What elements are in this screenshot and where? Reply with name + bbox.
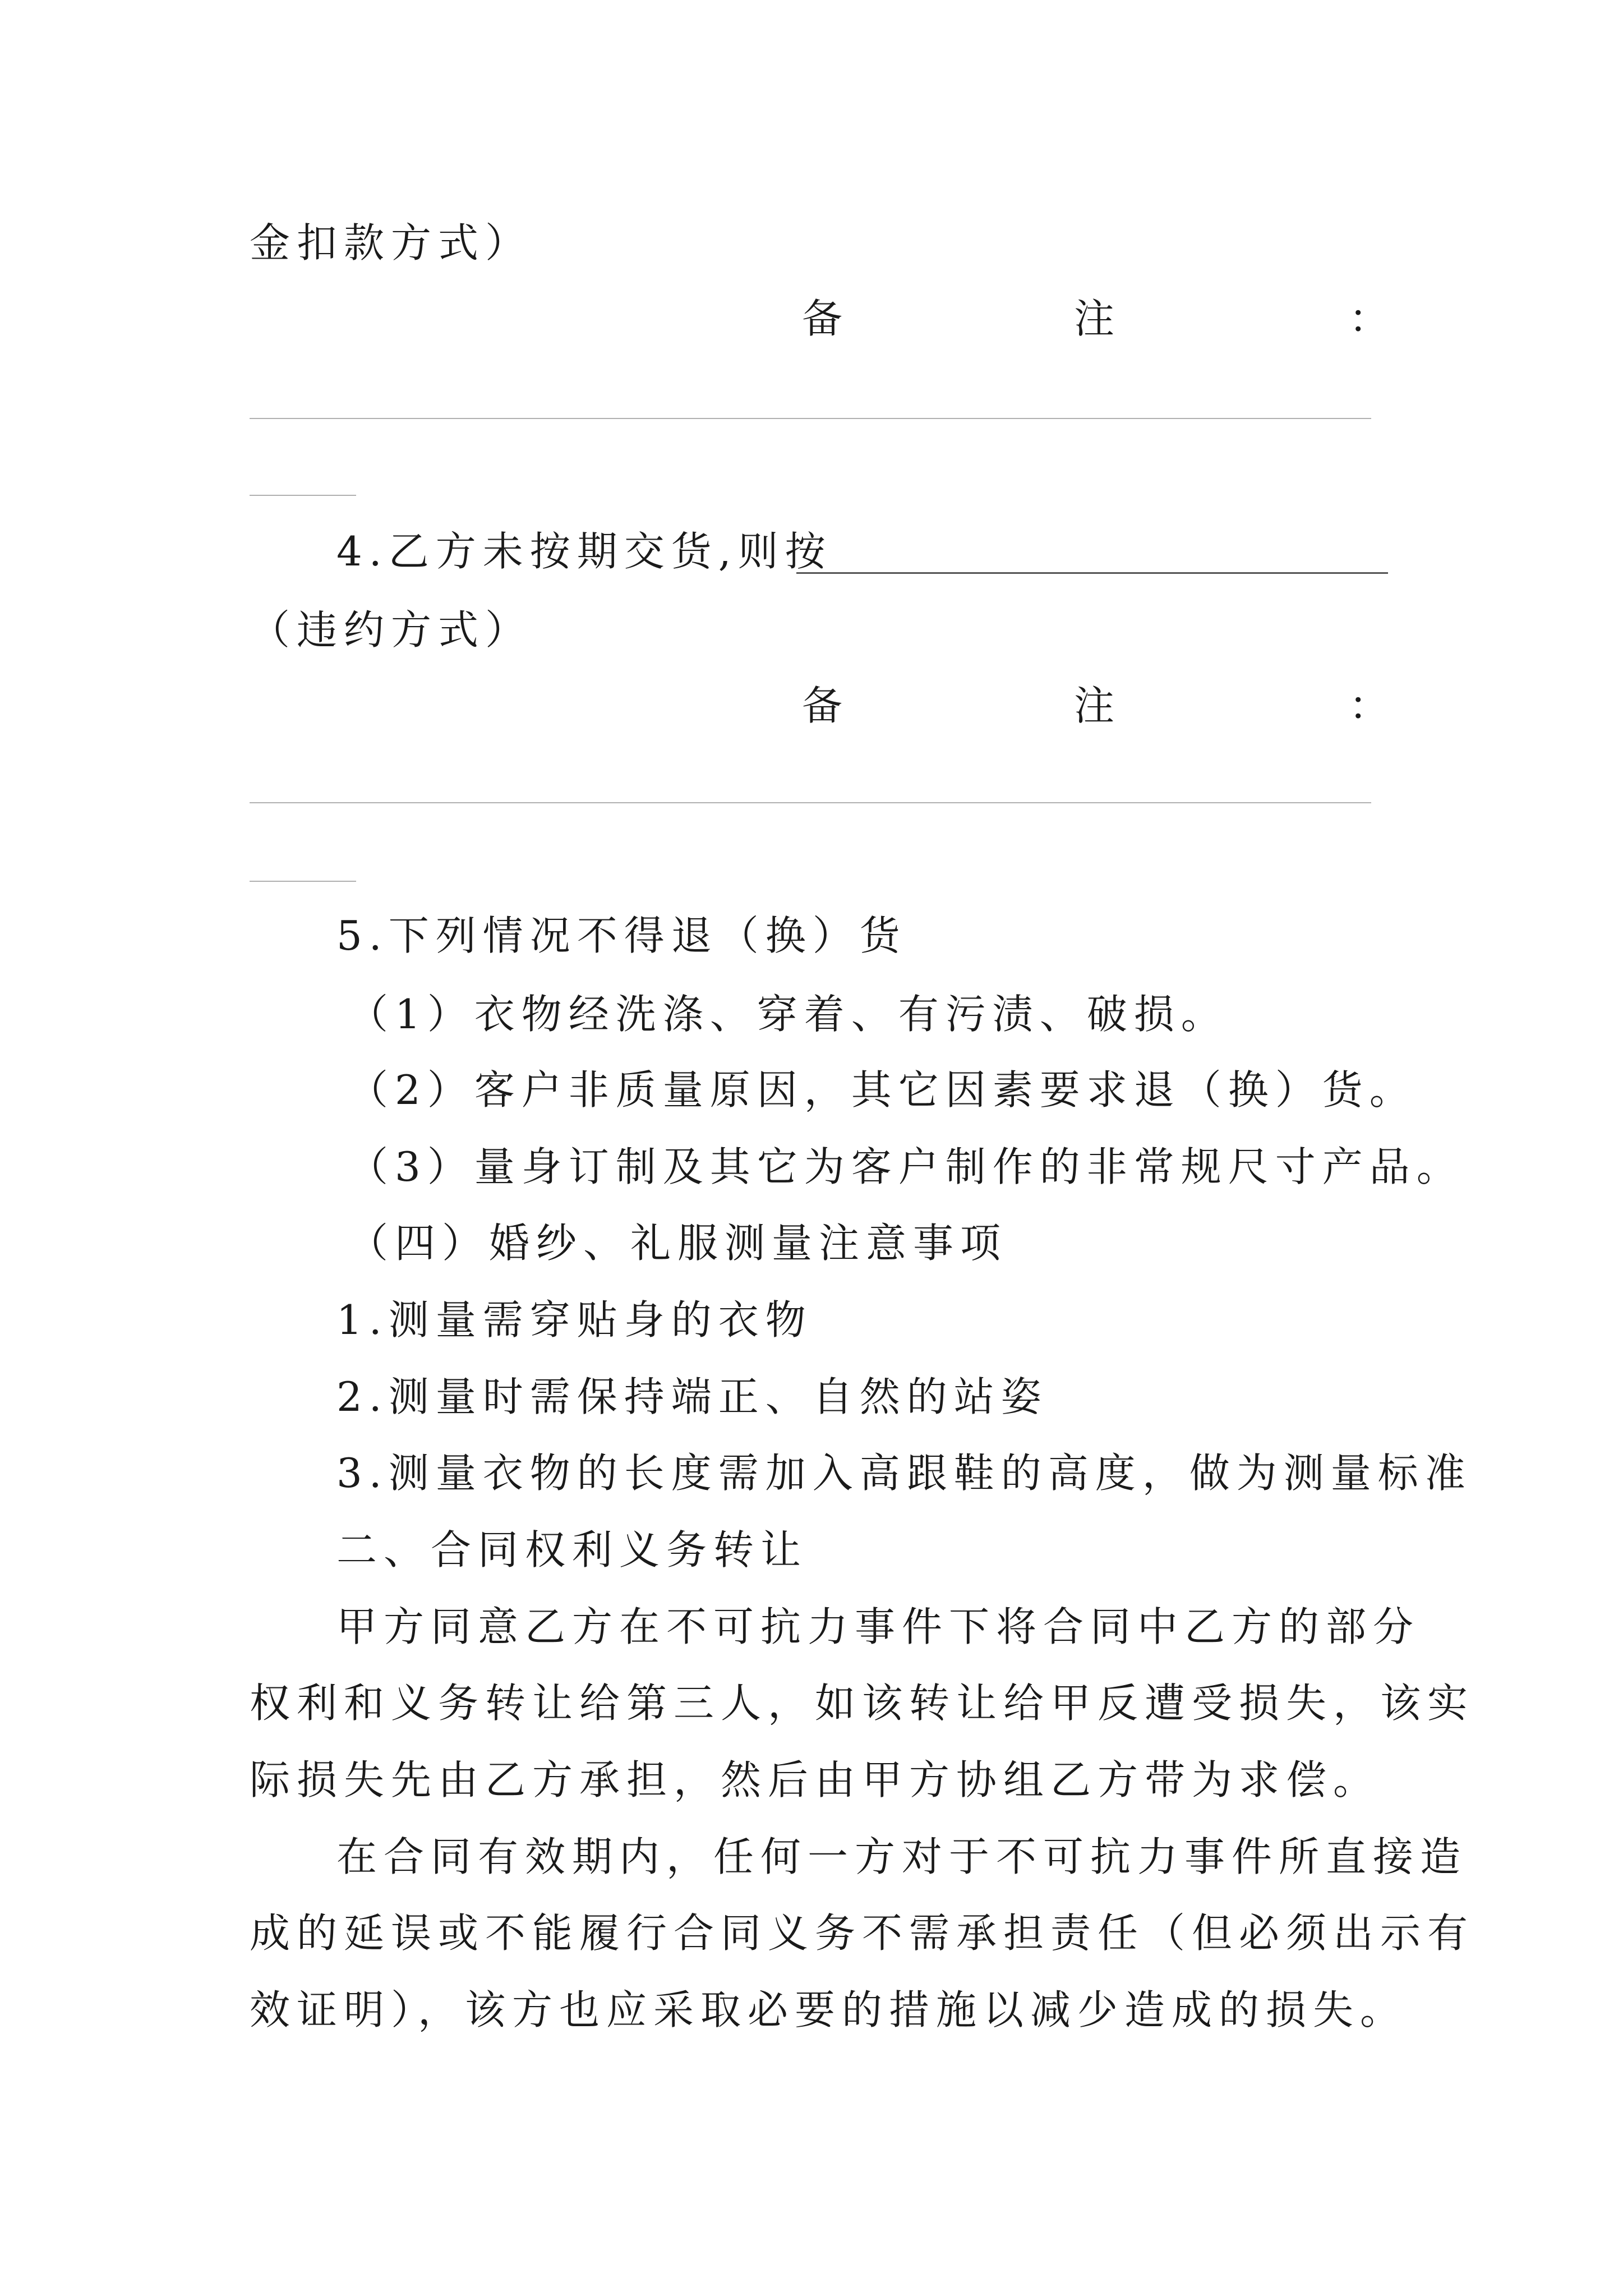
item-5-3: （3）量身订制及其它为客户制作的非常规尺寸产品。 xyxy=(348,1143,1464,1190)
paragraph-1-line-2: 权利和义务转让给第三人，如该转让给甲反遭受损失，该实 xyxy=(250,1680,1475,1727)
deduction-method-continuation: 金扣款方式） xyxy=(250,219,533,266)
remark-label-1 xyxy=(250,292,1388,346)
item-5-no-return: 5.下列情况不得退（换）货 xyxy=(336,912,907,959)
remark-char: 注 xyxy=(1074,682,1115,729)
item-5-2: （2）客户非质量原因，其它因素要求退（换）货。 xyxy=(348,1066,1417,1114)
breach-method-blank[interactable] xyxy=(796,572,1388,574)
paragraph-1-line-1: 甲方同意乙方在不可抗力事件下将合同中乙方的部分 xyxy=(336,1603,1421,1650)
item-4-late-delivery: 4.乙方未按期交货,则按 xyxy=(336,528,832,575)
paragraph-1-line-3: 际损失先由乙方承担，然后由甲方协组乙方带为求偿。 xyxy=(250,1756,1381,1803)
paragraph-2-line-2: 成的延误或不能履行合同义务不需承担责任（但必须出示有 xyxy=(250,1910,1475,1957)
remark-blank-line-1[interactable] xyxy=(250,418,1371,419)
section-2-heading: 二、合同权利义务转让 xyxy=(336,1526,808,1573)
remark-colon: ： xyxy=(1349,682,1390,729)
remark-blank-line-1-tail[interactable] xyxy=(250,495,356,496)
remark-char: 备 xyxy=(802,295,843,342)
remark-char: 备 xyxy=(802,682,843,729)
remark-char: 注 xyxy=(1074,295,1115,342)
measure-note-2: 2.测量时需保持端正、自然的站姿 xyxy=(336,1373,1048,1420)
remark-label-2 xyxy=(250,679,1388,733)
item-4-continuation: （违约方式） xyxy=(250,606,533,654)
measure-note-1: 1.测量需穿贴身的衣物 xyxy=(336,1296,813,1343)
section-4-heading: （四）婚纱、礼服测量注意事项 xyxy=(348,1220,1008,1267)
remark-colon: ： xyxy=(1349,295,1390,342)
item-5-1: （1）衣物经洗涤、穿着、有污渍、破损。 xyxy=(348,991,1228,1038)
remark-blank-line-2[interactable] xyxy=(250,802,1371,803)
measure-note-3: 3.测量衣物的长度需加入高跟鞋的高度，做为测量标准 xyxy=(336,1450,1472,1497)
paragraph-2-line-1: 在合同有效期内，任何一方对于不可抗力事件所直接造 xyxy=(336,1833,1468,1880)
remark-blank-line-2-tail[interactable] xyxy=(250,881,356,882)
paragraph-2-line-3: 效证明），该方也应采取必要的措施以减少造成的损失。 xyxy=(250,1986,1408,2033)
